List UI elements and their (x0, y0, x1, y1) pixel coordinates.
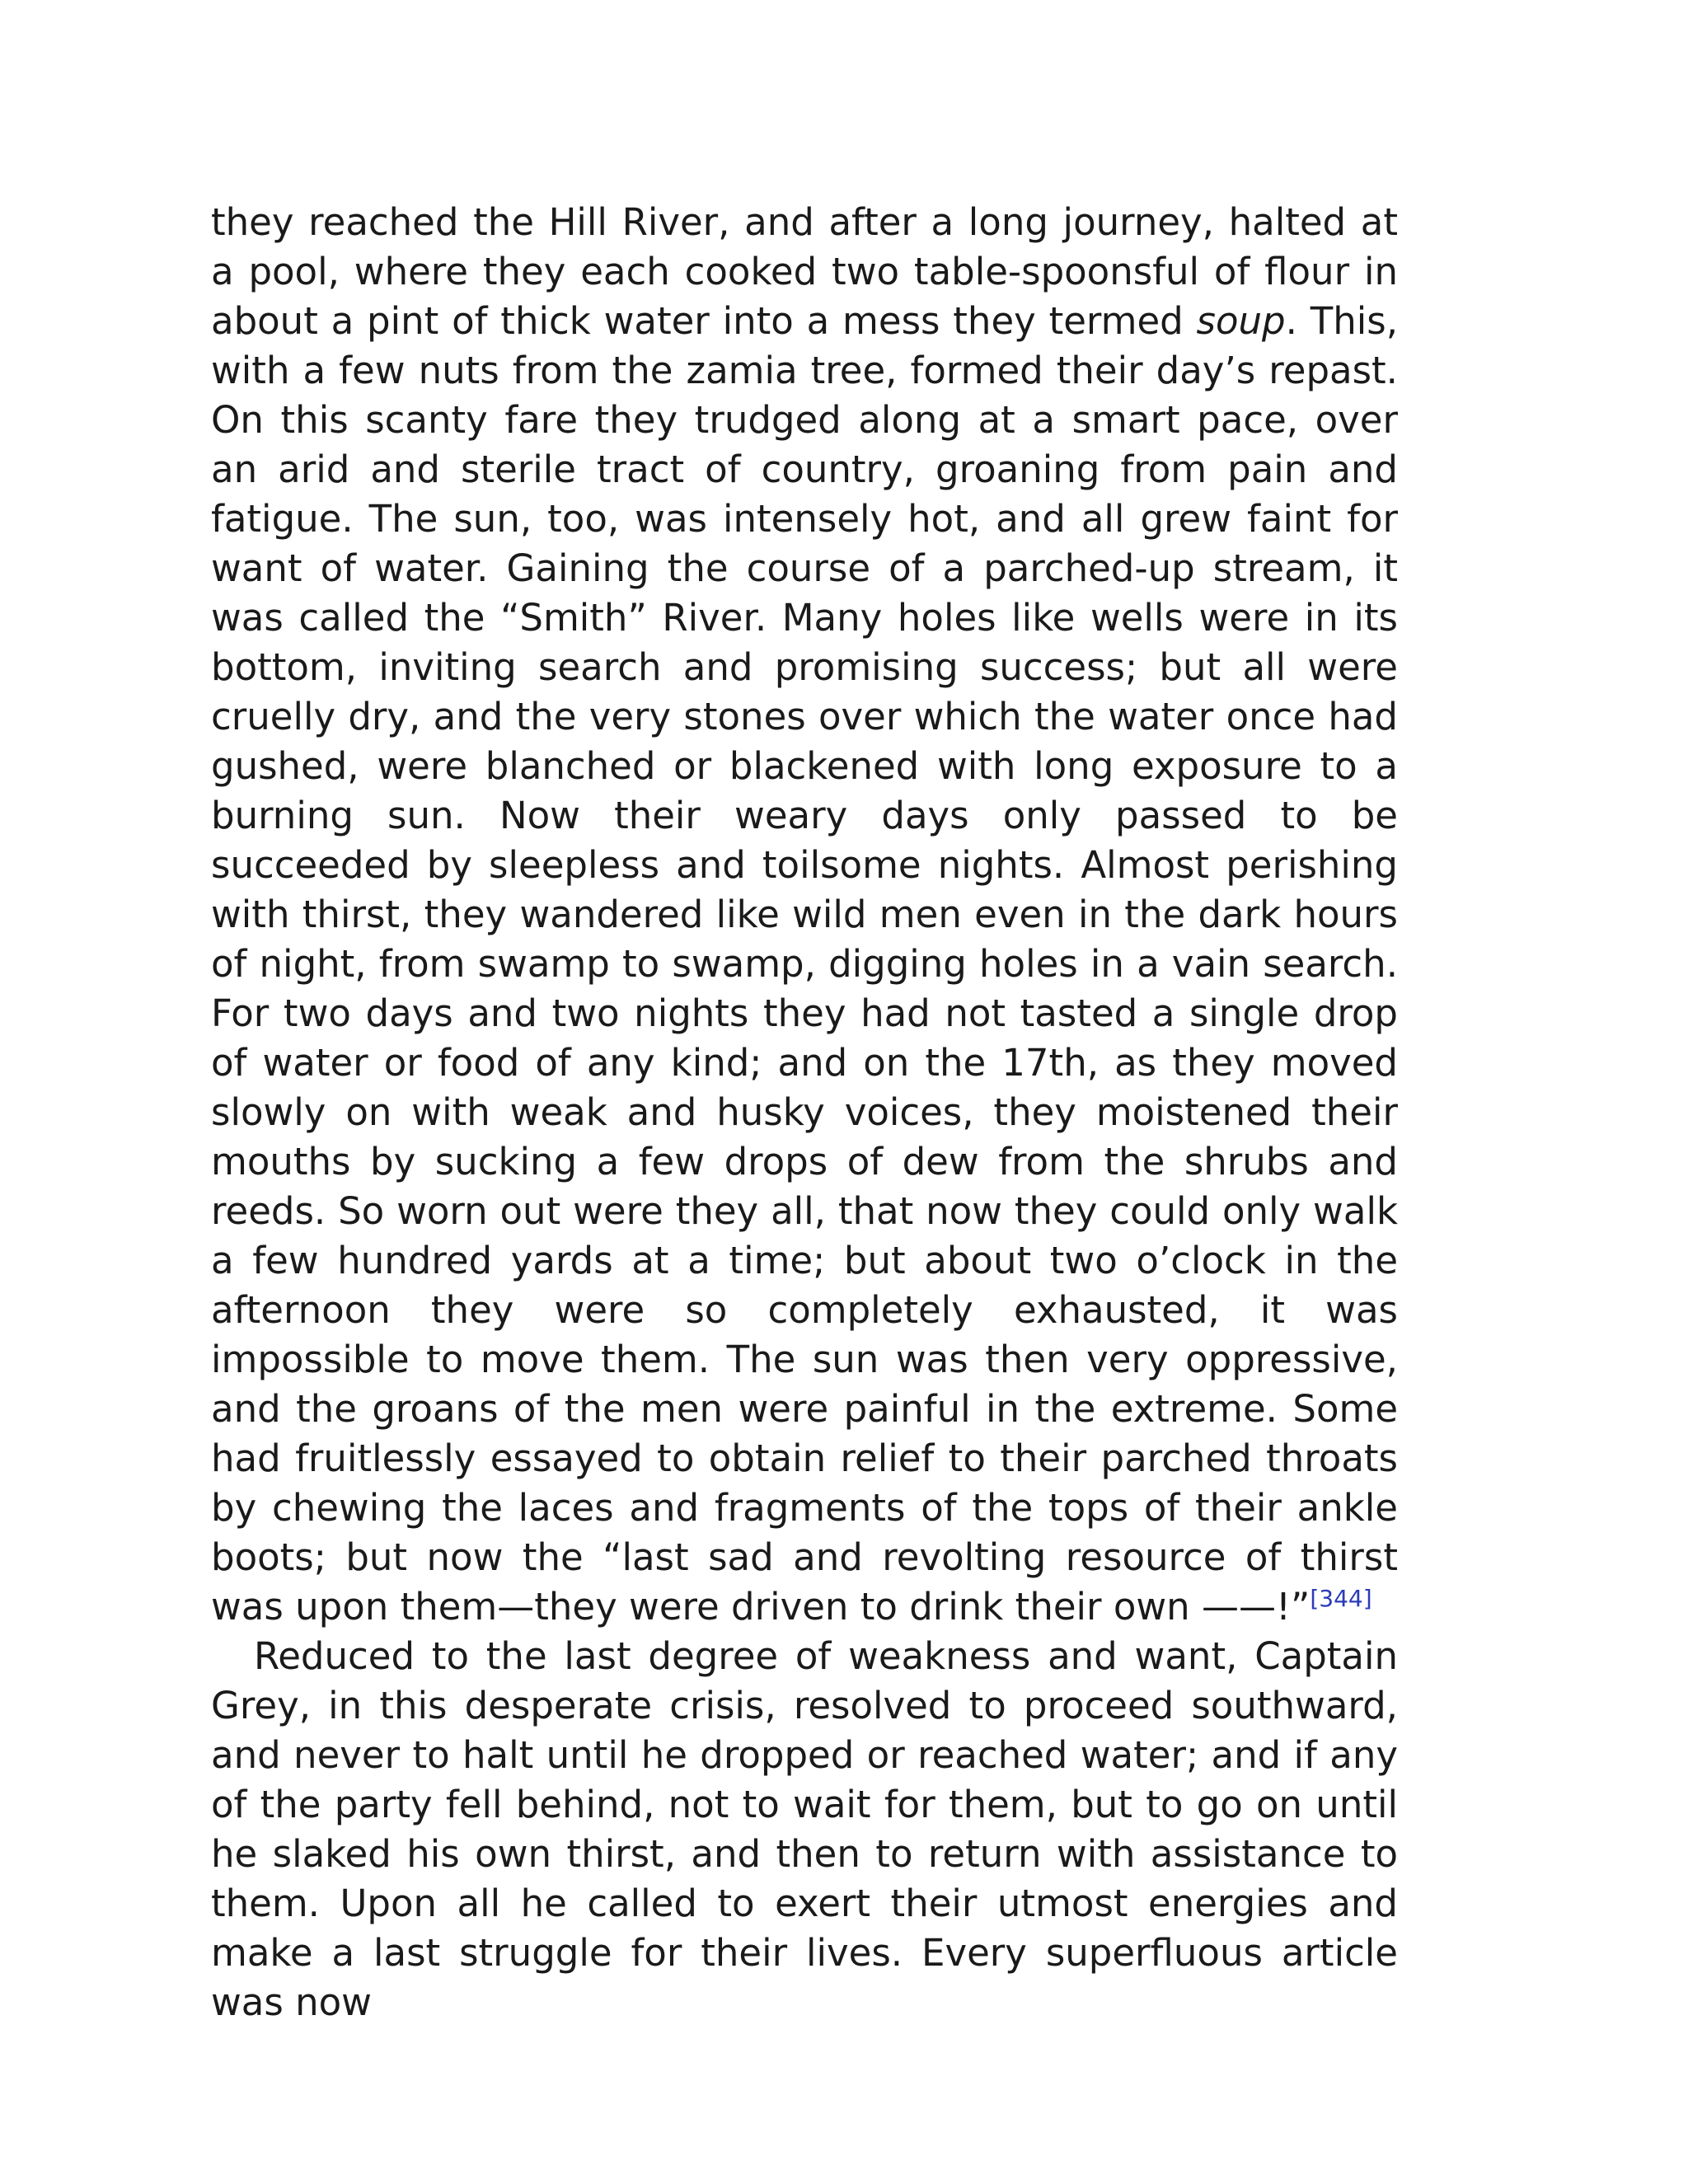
paragraph: Reduced to the last degree of weakness and want, Captain Grey, in this desperate crisis, resolved to proceed southward, and never to halt until he dropped or reached water; and if any of the party fell behind, not to wait for them, but to go on until he slaked his own thirst, and then to return with assistance to them. Upon all he called to exert their utmost energies and make a last struggle for their lives. Every superfluous article was now (211, 1634, 1398, 2024)
paragraph-text-start: they reached the Hill River, and after a long journey, halted at a pool, where they each cooked two table-spoonsful of flour in about a pint of thick water into a mess they termed (211, 200, 1398, 343)
page-text (211, 198, 1398, 2027)
paragraph-continuation (211, 198, 1398, 1632)
footnote-link[interactable]: [344] (1310, 1585, 1372, 1612)
emphasized-word: soup (1196, 299, 1286, 343)
paragraph-text-end: . This, with a few nuts from the zamia tree, formed their day’s repast. On this scanty fare they trudged along at a smart pace, over an arid and sterile tract of country, groaning from pain and fatigue. The sun, too, was intensely hot, and all grew faint for want of water. Gaining the course of a parched-up stream, it was called the “Smith” River. Many holes like wells were in its bottom, inviting search and promising success; but all were cruelly dry, and the very stones over which the water once had gushed, were blanched or blackened with long exposure to a burning sun. Now their weary days only passed to be succeeded by sleepless and toilsome nights. Almost perishing with thirst, they wandered like wild men even in the dark hours of night, from swamp to swamp, digging holes in a vain search. For two days and two nights they had not tasted a single drop of water or food of any kind; and on the 17th, as they moved slowly on with weak and husky voices, they moistened their mouths by sucking a few drops of dew from the shrubs and reeds. So worn out were they all, that now they could only walk a few hundred yards at a time; but about two o’clock in the afternoon they were so completely exhausted, it was impossible to move them. The sun was then very oppressive, and the groans of the men were painful in the extreme. Some had fruitlessly essayed to obtain relief to their parched throats by chewing the laces and fragments of the tops of their ankle boots; but now the “last sad and revolting resource of thirst was upon them—they were driven to drink their own ——!” (211, 299, 1398, 1629)
